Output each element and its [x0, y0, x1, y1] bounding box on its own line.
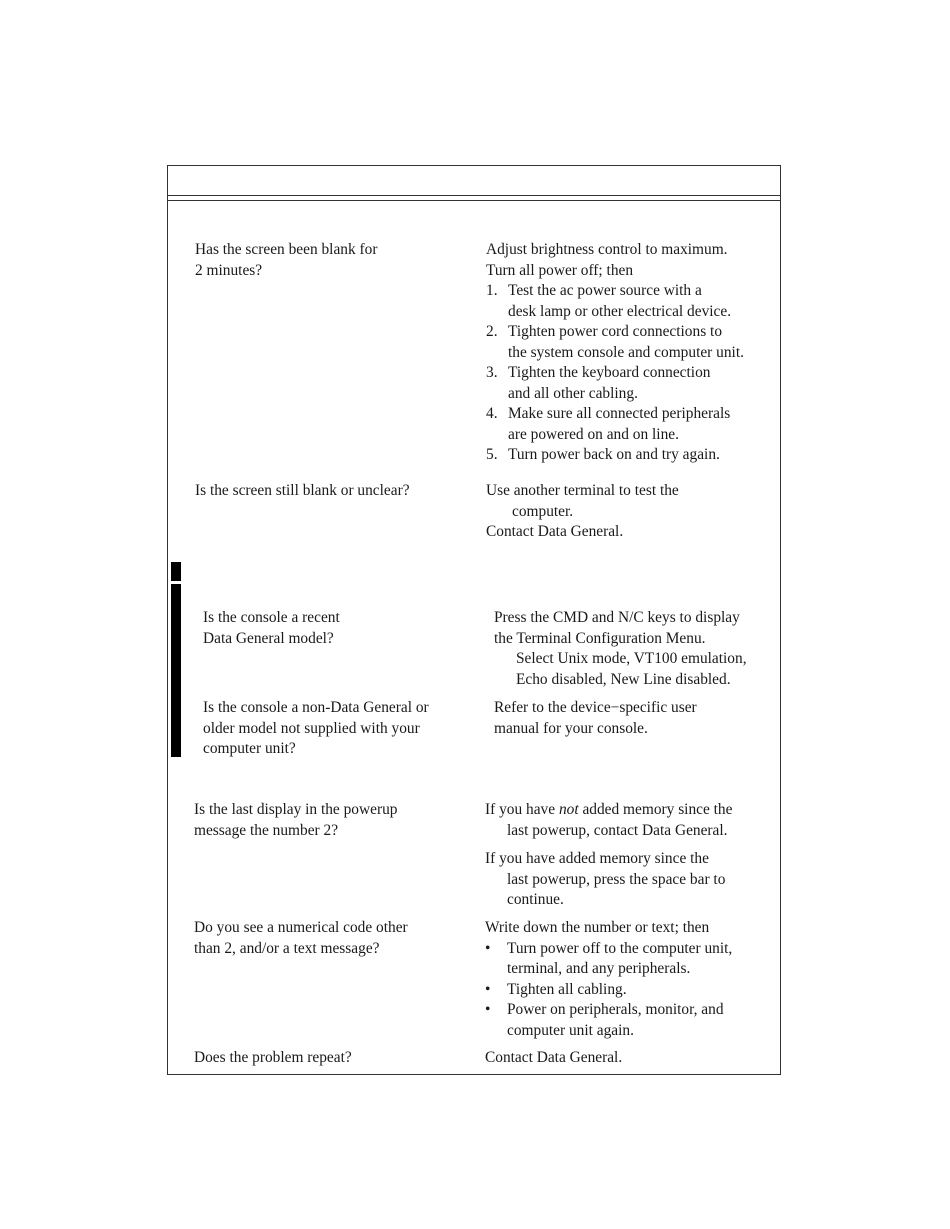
answer-recent-model: Press the CMD and N/C keys to display the Terminal Configuration Menu. Select Unix mode, VT100 emulation, Echo disabled, New Line disabled.: [494, 609, 747, 688]
revision-bar-short: [171, 562, 181, 581]
step-item: 4. Make sure all connected peripherals are powered on and on line.: [486, 405, 731, 443]
question-numerical-code: Do you see a numerical code other than 2, and/or a text message?: [194, 919, 408, 957]
answer-added-memory: If you have added memory since the last powerup, press the space bar to continue.: [485, 850, 726, 908]
answer-still-blank: Use another terminal to test the computer. Contact Data General.: [486, 482, 679, 540]
answer-non-dg-console: Refer to the device−specific user manual for your console.: [494, 699, 697, 737]
question-still-blank: Is the screen still blank or unclear?: [195, 482, 410, 499]
answer-numerical-code: Write down the number or text; then • Turn power off to the computer unit, terminal, and any peripherals. • Tighten all cabling. • Power on peripherals, monitor, and computer unit again.: [485, 918, 732, 1041]
question-powerup-number: Is the last display in the powerup message the number 2?: [194, 801, 398, 839]
answer-not-added-memory: If you have not added memory since the last powerup, contact Data General.: [485, 801, 733, 839]
header-rule-top: [168, 195, 780, 196]
step-item: 5. Turn power back on and try again.: [486, 446, 720, 463]
bullet-item: • Turn power off to the computer unit, terminal, and any peripherals.: [485, 939, 733, 977]
question-non-dg-console: Is the console a non-Data General or older model not supplied with your computer unit?: [203, 699, 429, 757]
bullet-item: • Tighten all cabling.: [485, 980, 627, 998]
header-rule-bottom: [168, 200, 780, 201]
step-item: 2. Tighten power cord connections to the system console and computer unit.: [486, 323, 744, 361]
answer-problem-repeat: Contact Data General.: [485, 1049, 623, 1066]
revision-bar-long: [171, 584, 181, 757]
bullet-item: • Power on peripherals, monitor, and computer unit again.: [485, 1001, 724, 1039]
question-recent-model: Is the console a recent Data General model?: [203, 609, 340, 647]
answer-screen-blank: Adjust brightness control to maximum. Turn all power off; then 1. Test the ac power source with a desk lamp or other electrical device. 2. Tighten power cord connections to the system console and computer unit. 3. Tighten the keyboard connection and all other cabling. 4. Make sure all connected peripherals are powered on and on line. 5. Turn power back on and try again.: [486, 240, 744, 466]
question-screen-blank: Has the screen been blank for 2 minutes?: [195, 241, 378, 279]
step-item: 1. Test the ac power source with a desk lamp or other electrical device.: [486, 282, 732, 320]
question-problem-repeat: Does the problem repeat?: [194, 1049, 352, 1066]
step-item: 3. Tighten the keyboard connection and all other cabling.: [486, 364, 711, 402]
